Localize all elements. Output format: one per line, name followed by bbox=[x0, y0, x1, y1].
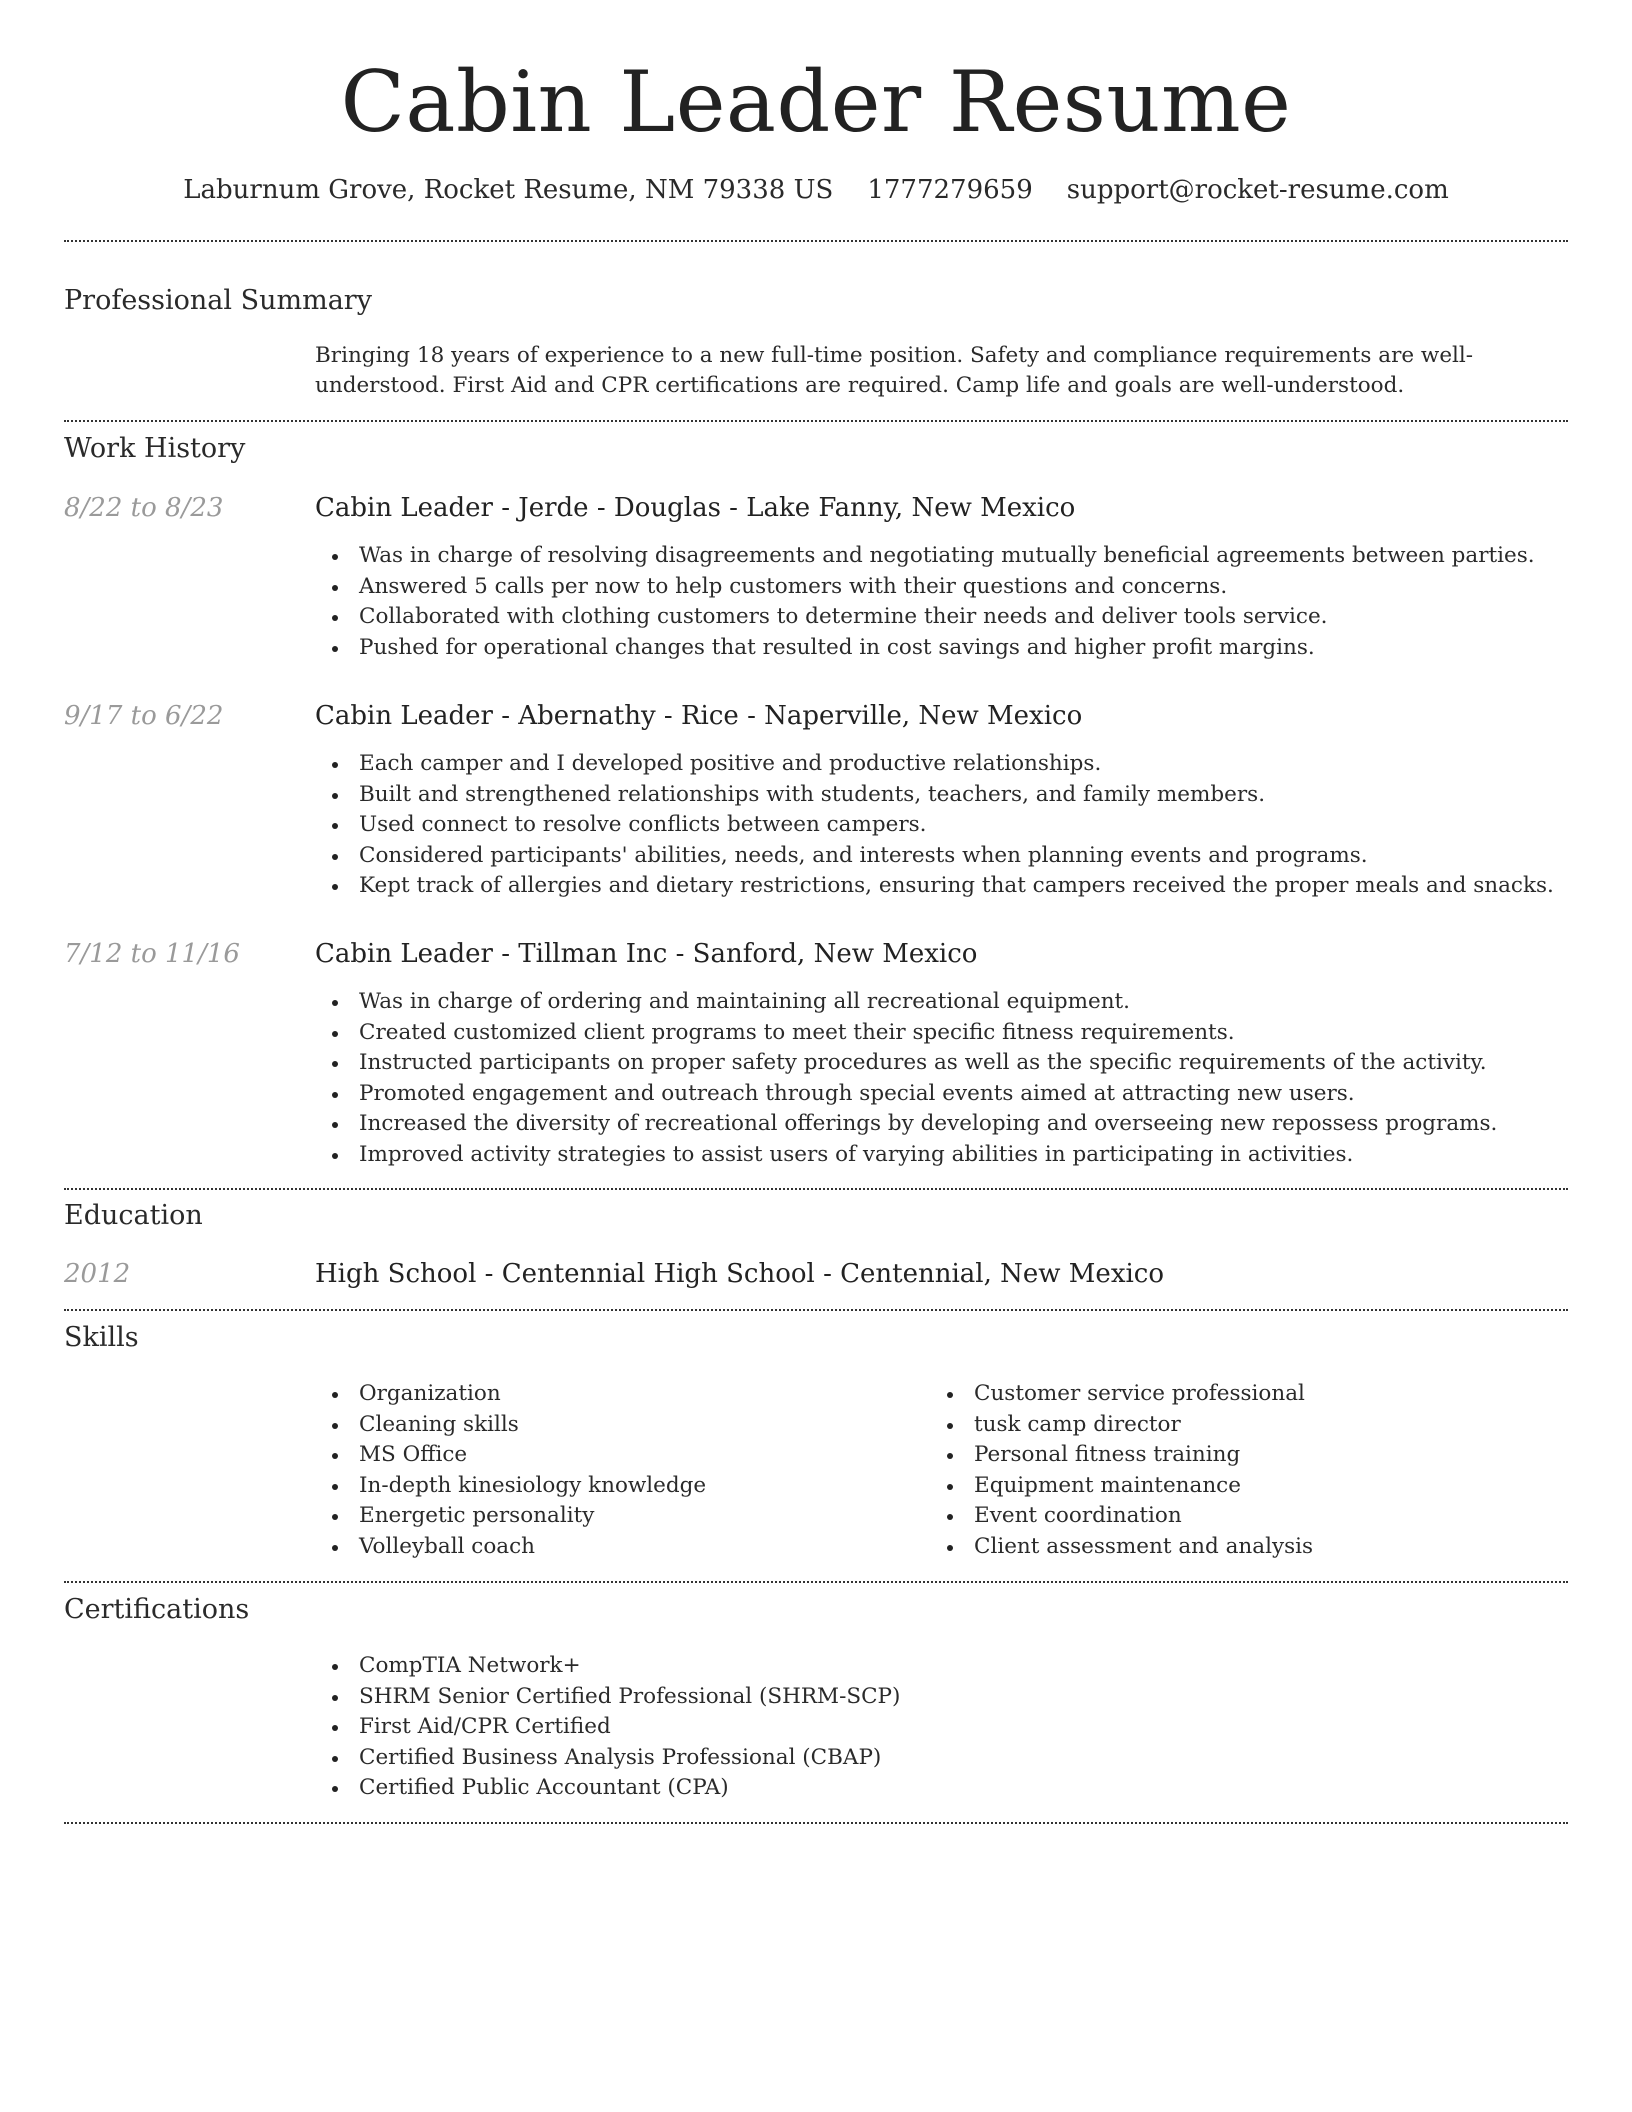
job-title: Cabin Leader - Tillman Inc - Sanford, New Mexico bbox=[315, 939, 978, 969]
list-item: Energetic personality bbox=[315, 1501, 706, 1532]
list-item: First Aid/CPR Certified bbox=[315, 1712, 900, 1743]
list-item: Used connect to resolve conflicts between campers. bbox=[315, 810, 1554, 841]
section-heading-summary: Professional Summary bbox=[64, 285, 372, 316]
list-item: Answered 5 calls per now to help customers with their questions and concerns. bbox=[315, 572, 1535, 603]
list-item: Pushed for operational changes that resulted in cost savings and higher profit margins. bbox=[315, 633, 1535, 664]
list-item: tusk camp director bbox=[930, 1410, 1313, 1441]
job-dates: 7/12 to 11/16 bbox=[64, 939, 240, 969]
list-item: Cleaning skills bbox=[315, 1410, 706, 1441]
job-dates: 9/17 to 6/22 bbox=[64, 701, 224, 731]
divider bbox=[64, 420, 1568, 422]
job-bullets bbox=[315, 987, 1497, 1170]
list-item: SHRM Senior Certified Professional (SHRM-SCP) bbox=[315, 1682, 900, 1713]
divider bbox=[64, 240, 1568, 242]
list-item: Promoted engagement and outreach through special events aimed at attracting new users. bbox=[315, 1079, 1497, 1110]
list-item: Created customized client programs to meet their specific fitness requirements. bbox=[315, 1018, 1497, 1049]
email[interactable]: support@rocket-resume.com bbox=[1066, 175, 1449, 205]
list-item: Client assessment and analysis bbox=[930, 1532, 1313, 1563]
section-heading-work: Work History bbox=[64, 433, 246, 464]
job-title: Cabin Leader - Jerde - Douglas - Lake Fanny, New Mexico bbox=[315, 493, 1076, 523]
job-title: Cabin Leader - Abernathy - Rice - Naperville, New Mexico bbox=[315, 701, 1083, 731]
job-bullets bbox=[315, 749, 1554, 902]
list-item: Built and strengthened relationships with students, teachers, and family members. bbox=[315, 780, 1554, 811]
education-year: 2012 bbox=[64, 1259, 131, 1289]
address: Laburnum Grove, Rocket Resume, NM 79338 US bbox=[183, 175, 834, 205]
list-item: CompTIA Network+ bbox=[315, 1651, 900, 1682]
job-dates: 8/22 to 8/23 bbox=[64, 493, 224, 523]
divider bbox=[64, 1581, 1568, 1583]
list-item: Certified Business Analysis Professional (CBAP) bbox=[315, 1743, 900, 1774]
resume-title: Cabin Leader Resume bbox=[340, 53, 1292, 151]
job-bullets bbox=[315, 541, 1535, 663]
list-item: Considered participants' abilities, needs, and interests when planning events and programs. bbox=[315, 841, 1554, 872]
section-heading-education: Education bbox=[64, 1200, 203, 1231]
phone: 1777279659 bbox=[867, 175, 1033, 205]
certifications-list bbox=[315, 1651, 900, 1804]
list-item: Increased the diversity of recreational offerings by developing and overseeing new repossess programs. bbox=[315, 1109, 1497, 1140]
list-item: Personal fitness training bbox=[930, 1440, 1313, 1471]
list-item: Event coordination bbox=[930, 1501, 1313, 1532]
contact-line bbox=[0, 170, 1632, 210]
list-item: Improved activity strategies to assist users of varying abilities in participating in activities. bbox=[315, 1140, 1497, 1171]
list-item: MS Office bbox=[315, 1440, 706, 1471]
list-item: Collaborated with clothing customers to determine their needs and deliver tools service. bbox=[315, 602, 1535, 633]
list-item: In-depth kinesiology knowledge bbox=[315, 1471, 706, 1502]
list-item: Equipment maintenance bbox=[930, 1471, 1313, 1502]
list-item: Instructed participants on proper safety procedures as well as the specific requirements of the activity. bbox=[315, 1048, 1497, 1079]
divider bbox=[64, 1188, 1568, 1190]
education-entry: High School - Centennial High School - Centennial, New Mexico bbox=[315, 1259, 1165, 1289]
list-item: Customer service professional bbox=[930, 1379, 1313, 1410]
section-heading-skills: Skills bbox=[64, 1322, 139, 1353]
list-item: Volleyball coach bbox=[315, 1532, 706, 1563]
divider bbox=[64, 1309, 1568, 1311]
summary-text: Bringing 18 years of experience to a new full-time position. Safety and compliance requirements are well-understood. First Aid and CPR certifications are required. Camp life and goals are well-understood. bbox=[315, 343, 1474, 398]
list-item: Certified Public Accountant (CPA) bbox=[315, 1773, 900, 1804]
section-heading-certifications: Certifications bbox=[64, 1594, 250, 1625]
divider bbox=[64, 1822, 1568, 1824]
list-item: Was in charge of resolving disagreements and negotiating mutually beneficial agreements between parties. bbox=[315, 541, 1535, 572]
list-item: Each camper and I developed positive and productive relationships. bbox=[315, 749, 1554, 780]
skills-list-right bbox=[930, 1379, 1313, 1562]
list-item: Was in charge of ordering and maintaining all recreational equipment. bbox=[315, 987, 1497, 1018]
list-item: Organization bbox=[315, 1379, 706, 1410]
skills-list-left bbox=[315, 1379, 706, 1562]
list-item: Kept track of allergies and dietary restrictions, ensuring that campers received the proper meals and snacks. bbox=[315, 871, 1554, 902]
